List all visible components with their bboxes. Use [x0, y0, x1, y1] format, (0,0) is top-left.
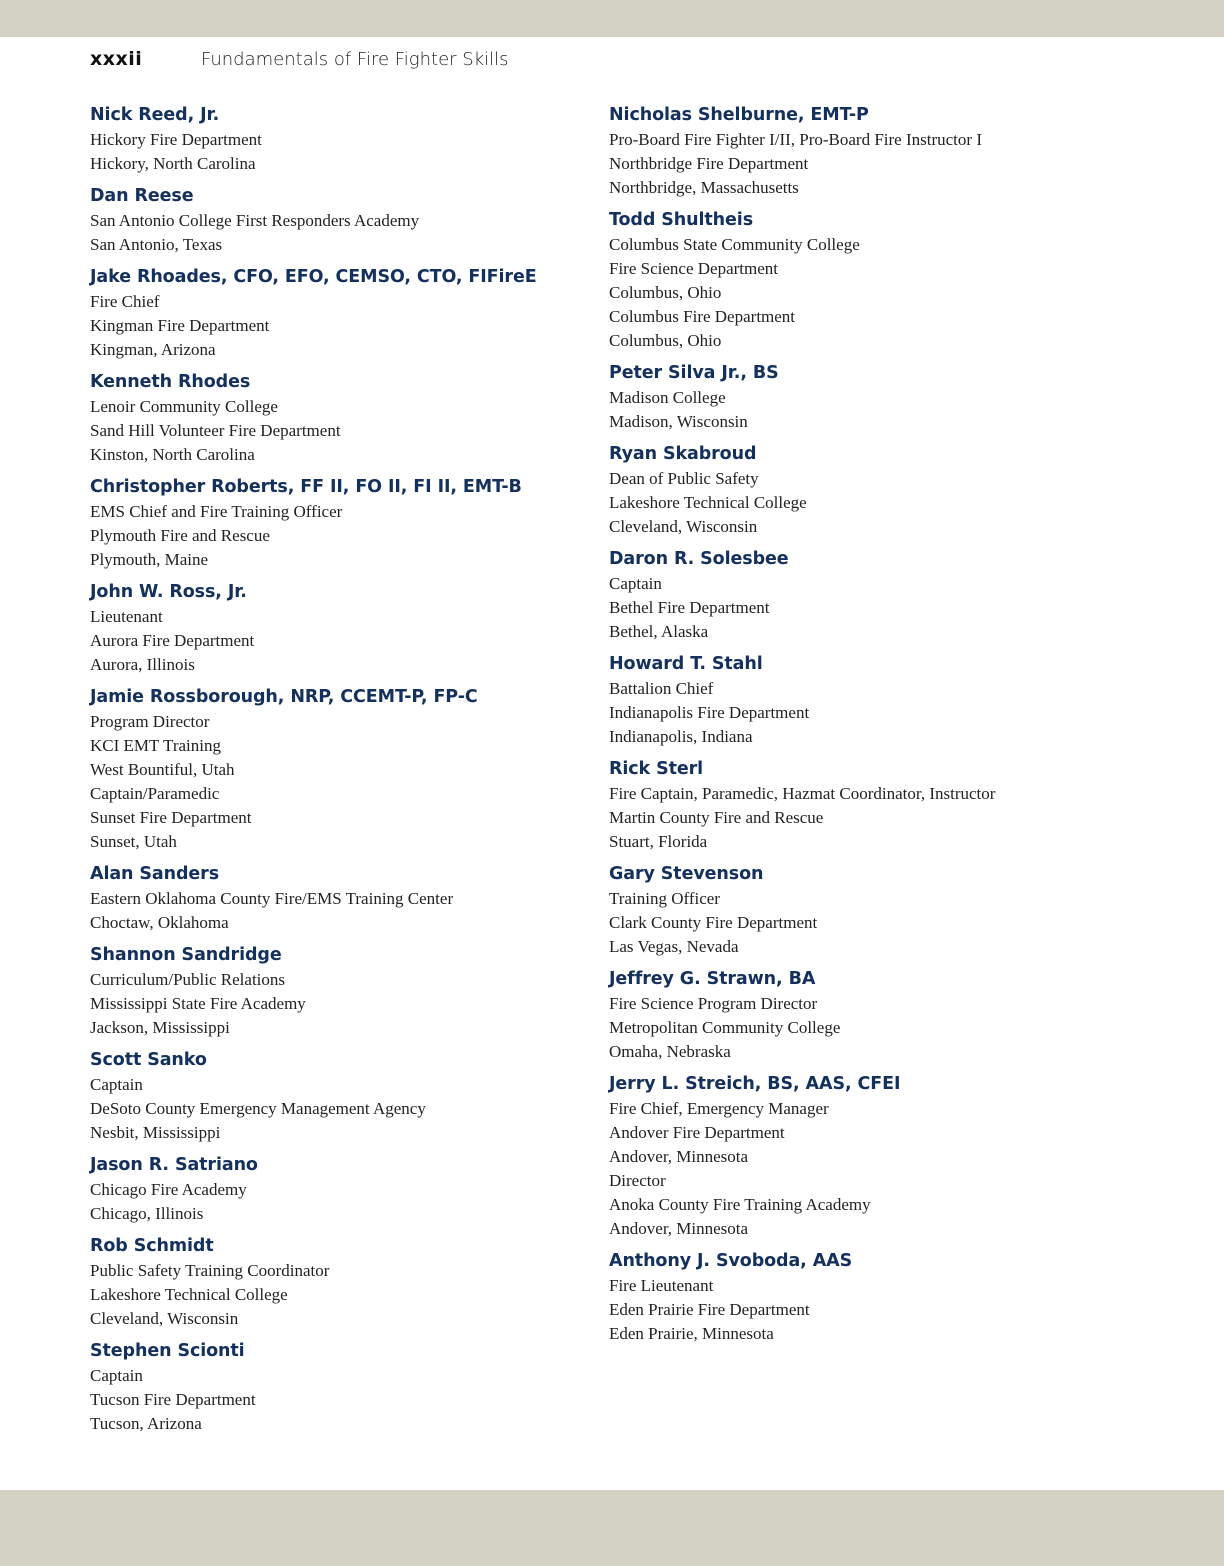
- reviewer-affiliation-line: Eastern Oklahoma County Fire/EMS Training Center: [90, 889, 454, 908]
- reviewer-affiliation-line: Martin County Fire and Rescue: [609, 808, 824, 827]
- reviewer-entry: [609, 652, 1169, 749]
- reviewer-affiliation-line: Lenoir Community College: [90, 397, 278, 416]
- reviewer-affiliation-line: Chicago Fire Academy: [90, 1180, 247, 1199]
- reviewer-entry: [90, 580, 590, 677]
- left-column: [90, 103, 590, 1444]
- reviewer-entry: [90, 943, 590, 1040]
- reviewer-affiliation-line: Kingman, Arizona: [90, 340, 216, 359]
- reviewer-entry: [609, 208, 1169, 353]
- reviewer-entry: [609, 1072, 1169, 1241]
- reviewer-affiliation-line: Fire Science Department: [609, 259, 778, 278]
- reviewer-name: Jason R. Satriano: [90, 1155, 258, 1175]
- reviewer-affiliation-line: Fire Science Program Director: [609, 994, 818, 1013]
- reviewer-entry: [609, 103, 1169, 200]
- reviewer-affiliation-line: Tucson Fire Department: [90, 1390, 256, 1409]
- reviewer-affiliation-line: Las Vegas, Nevada: [609, 937, 739, 956]
- reviewer-entry: [90, 184, 590, 257]
- reviewer-affiliation-line: Lakeshore Technical College: [609, 493, 807, 512]
- reviewer-affiliation-line: Captain: [90, 1075, 143, 1094]
- reviewer-affiliation-line: Cleveland, Wisconsin: [609, 517, 758, 536]
- reviewer-entry: [90, 103, 590, 176]
- reviewer-affiliation-line: Fire Chief, Emergency Manager: [609, 1099, 829, 1118]
- reviewer-affiliation-line: Andover Fire Department: [609, 1123, 785, 1142]
- right-column: [609, 103, 1169, 1354]
- reviewer-name: Howard T. Stahl: [609, 654, 763, 674]
- reviewer-affiliation-line: Northbridge, Massachusetts: [609, 178, 799, 197]
- reviewer-affiliation-line: Nesbit, Mississippi: [90, 1123, 221, 1142]
- reviewer-affiliation-line: Curriculum/Public Relations: [90, 970, 286, 989]
- reviewer-name: Anthony J. Svoboda, AAS: [609, 1251, 853, 1271]
- reviewer-entry: [609, 442, 1169, 539]
- reviewer-entry: [90, 1339, 590, 1436]
- reviewer-name: Dan Reese: [90, 186, 194, 206]
- reviewer-name: Rob Schmidt: [90, 1236, 214, 1256]
- reviewer-affiliation-line: Madison, Wisconsin: [609, 412, 748, 431]
- reviewer-affiliation-line: Omaha, Nebraska: [609, 1042, 731, 1061]
- reviewer-affiliation-line: Bethel Fire Department: [609, 598, 770, 617]
- reviewer-affiliation-line: Captain: [90, 1366, 143, 1385]
- reviewer-name: Jeffrey G. Strawn, BA: [609, 969, 816, 989]
- page-number: xxxii: [90, 48, 143, 70]
- reviewer-affiliation-line: Kingman Fire Department: [90, 316, 270, 335]
- reviewer-name: Jake Rhoades, CFO, EFO, CEMSO, CTO, FIFireE: [90, 267, 537, 287]
- reviewer-affiliation-line: Columbus State Community College: [609, 235, 860, 254]
- reviewer-affiliation-line: Battalion Chief: [609, 679, 714, 698]
- reviewer-name: Todd Shultheis: [609, 210, 754, 230]
- reviewer-affiliation-line: Lieutenant: [90, 607, 163, 626]
- reviewer-name: Gary Stevenson: [609, 864, 764, 884]
- reviewer-affiliation-line: Program Director: [90, 712, 210, 731]
- running-head: [90, 48, 509, 78]
- reviewer-affiliation-line: Northbridge Fire Department: [609, 154, 809, 173]
- reviewer-affiliation-line: Fire Captain, Paramedic, Hazmat Coordinator, Instructor: [609, 784, 996, 803]
- reviewer-affiliation-line: Aurora Fire Department: [90, 631, 255, 650]
- book-title: Fundamentals of Fire Fighter Skills: [201, 49, 509, 70]
- reviewer-affiliation-line: Chicago, Illinois: [90, 1204, 204, 1223]
- reviewer-entry: [90, 1153, 590, 1226]
- reviewer-entry: [609, 862, 1169, 959]
- reviewer-affiliation-line: San Antonio College First Responders Academy: [90, 211, 420, 230]
- top-band: [0, 0, 1224, 37]
- reviewer-affiliation-line: Tucson, Arizona: [90, 1414, 202, 1433]
- reviewer-entry: [609, 1249, 1169, 1346]
- reviewer-affiliation-line: Bethel, Alaska: [609, 622, 709, 641]
- reviewer-entry: [90, 265, 590, 362]
- reviewer-affiliation-line: Andover, Minnesota: [609, 1219, 749, 1238]
- reviewer-entry: [90, 370, 590, 467]
- reviewer-affiliation-line: Clark County Fire Department: [609, 913, 818, 932]
- reviewer-affiliation-line: Fire Chief: [90, 292, 160, 311]
- reviewer-affiliation-line: West Bountiful, Utah: [90, 760, 235, 779]
- reviewer-name: Nicholas Shelburne, EMT-P: [609, 105, 869, 125]
- reviewer-affiliation-line: Sunset, Utah: [90, 832, 177, 851]
- reviewer-affiliation-line: San Antonio, Texas: [90, 235, 223, 254]
- reviewer-affiliation-line: Plymouth Fire and Rescue: [90, 526, 270, 545]
- reviewer-affiliation-line: Hickory, North Carolina: [90, 154, 256, 173]
- reviewer-affiliation-line: Hickory Fire Department: [90, 130, 262, 149]
- reviewer-name: Christopher Roberts, FF II, FO II, FI II, EMT-B: [90, 477, 522, 497]
- reviewer-affiliation-line: EMS Chief and Fire Training Officer: [90, 502, 343, 521]
- reviewer-affiliation-line: Stuart, Florida: [609, 832, 708, 851]
- reviewer-affiliation-line: Plymouth, Maine: [90, 550, 209, 569]
- reviewer-affiliation-line: Cleveland, Wisconsin: [90, 1309, 239, 1328]
- reviewer-entry: [609, 547, 1169, 644]
- reviewer-affiliation-line: Madison College: [609, 388, 726, 407]
- reviewer-affiliation-line: Anoka County Fire Training Academy: [609, 1195, 871, 1214]
- reviewer-affiliation-line: Lakeshore Technical College: [90, 1285, 288, 1304]
- reviewer-affiliation-line: KCI EMT Training: [90, 736, 221, 755]
- reviewer-affiliation-line: Eden Prairie, Minnesota: [609, 1324, 774, 1343]
- reviewer-entry: [90, 475, 590, 572]
- reviewer-affiliation-line: Jackson, Mississippi: [90, 1018, 230, 1037]
- reviewer-affiliation-line: Columbus Fire Department: [609, 307, 796, 326]
- reviewer-name: Jamie Rossborough, NRP, CCEMT-P, FP-C: [90, 687, 478, 707]
- reviewer-name: Daron R. Solesbee: [609, 549, 789, 569]
- reviewer-name: Jerry L. Streich, BS, AAS, CFEI: [609, 1074, 901, 1094]
- reviewer-affiliation-line: Eden Prairie Fire Department: [609, 1300, 810, 1319]
- reviewer-affiliation-line: Fire Lieutenant: [609, 1276, 714, 1295]
- reviewer-entry: [90, 1234, 590, 1331]
- reviewer-affiliation-line: Sand Hill Volunteer Fire Department: [90, 421, 341, 440]
- reviewer-affiliation-line: Columbus, Ohio: [609, 283, 722, 302]
- reviewer-name: Rick Sterl: [609, 759, 704, 779]
- reviewer-affiliation-line: DeSoto County Emergency Management Agency: [90, 1099, 426, 1118]
- reviewer-affiliation-line: Director: [609, 1171, 666, 1190]
- reviewer-name: Shannon Sandridge: [90, 945, 282, 965]
- reviewer-affiliation-line: Indianapolis, Indiana: [609, 727, 753, 746]
- reviewer-name: Alan Sanders: [90, 864, 220, 884]
- reviewer-affiliation-line: Captain: [609, 574, 662, 593]
- bottom-band: [0, 1490, 1224, 1566]
- reviewer-affiliation-line: Dean of Public Safety: [609, 469, 759, 488]
- reviewer-affiliation-line: Andover, Minnesota: [609, 1147, 749, 1166]
- reviewer-name: Peter Silva Jr., BS: [609, 363, 779, 383]
- reviewer-affiliation-line: Metropolitan Community College: [609, 1018, 841, 1037]
- reviewer-affiliation-line: Kinston, North Carolina: [90, 445, 255, 464]
- reviewer-affiliation-line: Indianapolis Fire Department: [609, 703, 810, 722]
- reviewer-affiliation-line: Public Safety Training Coordinator: [90, 1261, 330, 1280]
- reviewer-entry: [609, 361, 1169, 434]
- reviewer-entry: [609, 757, 1169, 854]
- reviewer-name: Stephen Scionti: [90, 1341, 245, 1361]
- reviewer-name: Nick Reed, Jr.: [90, 105, 220, 125]
- reviewer-affiliation-line: Choctaw, Oklahoma: [90, 913, 229, 932]
- reviewer-name: Ryan Skabroud: [609, 444, 757, 464]
- reviewer-affiliation-line: Columbus, Ohio: [609, 331, 722, 350]
- reviewer-affiliation-line: Training Officer: [609, 889, 720, 908]
- reviewer-entry: [609, 967, 1169, 1064]
- reviewer-name: Kenneth Rhodes: [90, 372, 251, 392]
- reviewer-name: John W. Ross, Jr.: [90, 582, 247, 602]
- reviewer-entry: [90, 862, 590, 935]
- reviewer-affiliation-line: Captain/Paramedic: [90, 784, 220, 803]
- reviewer-affiliation-line: Aurora, Illinois: [90, 655, 195, 674]
- reviewer-name: Scott Sanko: [90, 1050, 207, 1070]
- reviewer-affiliation-line: Mississippi State Fire Academy: [90, 994, 306, 1013]
- reviewer-affiliation-line: Sunset Fire Department: [90, 808, 252, 827]
- reviewer-entry: [90, 1048, 590, 1145]
- reviewer-entry: [90, 685, 590, 854]
- reviewer-affiliation-line: Pro-Board Fire Fighter I/II, Pro-Board Fire Instructor I: [609, 130, 982, 149]
